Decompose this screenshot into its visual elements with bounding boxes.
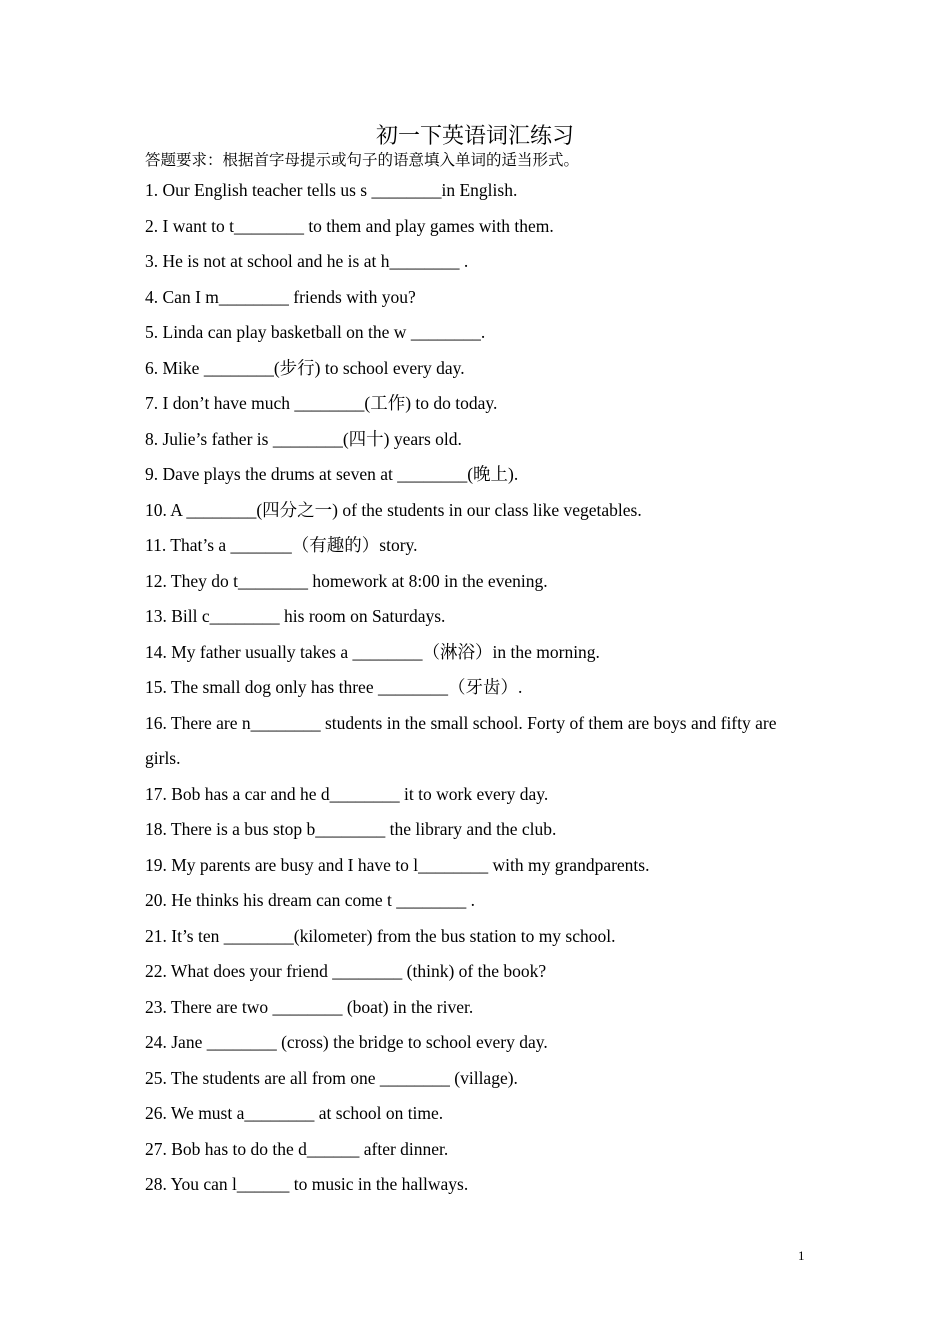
question-item: 11. That’s a _______（有趣的）story. (145, 535, 418, 555)
question-item: 21. It’s ten ________(kilometer) from the bus station to my school. (145, 925, 616, 946)
question-item: 22. What does your friend ________ (think) of the book? (145, 961, 547, 981)
question-item: 28. You can l______ to music in the hallways. (145, 1174, 469, 1194)
question-list (145, 173, 785, 1203)
question-item: 4. Can I m________ friends with you? (145, 286, 416, 307)
question-item: 3. He is not at school and he is at h________ . (145, 251, 469, 271)
page-number: 1 (798, 1248, 805, 1263)
question-item: 13. Bill c________ his room on Saturdays. (145, 606, 446, 626)
question-item: 23. There are two ________ (boat) in the river. (145, 996, 474, 1017)
question-item: 6. Mike ________(步行) to school every day. (145, 357, 465, 378)
question-item: 14. My father usually takes a ________（淋浴）in the morning. (145, 641, 600, 662)
question-item: 27. Bob has to do the d______ after dinner. (145, 1138, 449, 1159)
question-item: 15. The small dog only has three ________（牙齿）. (145, 677, 523, 697)
instructions: 答题要求：根据首字母提示或句子的语意填入单词的适当形式。 (145, 152, 580, 169)
question-item: 1. Our English teacher tells us s ________in English. (145, 180, 518, 200)
question-item: 8. Julie’s father is ________(四十) years old. (145, 428, 462, 449)
question-item: 20. He thinks his dream can come t ________ . (145, 890, 476, 910)
question-item: 12. They do t________ homework at 8:00 in the evening. (145, 570, 548, 591)
question-item: 5. Linda can play basketball on the w ________. (145, 322, 486, 342)
question-item: 7. I don’t have much ________(工作) to do today. (145, 393, 498, 413)
question-item: 24. Jane ________ (cross) the bridge to school every day. (145, 1032, 548, 1052)
question-item: 2. I want to t________ to them and play games with them. (145, 215, 554, 236)
question-item: 26. We must a________ at school on time. (145, 1103, 444, 1123)
page-title: 初一下英语词汇练习 (375, 123, 574, 148)
question-item: 19. My parents are busy and I have to l________ with my grandparents. (145, 854, 650, 875)
question-item: 9. Dave plays the drums at seven at ________(晚上). (145, 464, 519, 484)
question-item: 10. A ________(四分之一) of the students in our class like vegetables. (145, 499, 642, 520)
question-item: 25. The students are all from one ________ (village). (145, 1067, 518, 1088)
question-item: 17. Bob has a car and he d________ it to work every day. (145, 783, 549, 804)
question-item: 18. There is a bus stop b________ the library and the club. (145, 819, 557, 839)
question-item: 16. There are n________ students in the small school. Forty of them are boys and fifty are girls. (145, 712, 777, 768)
